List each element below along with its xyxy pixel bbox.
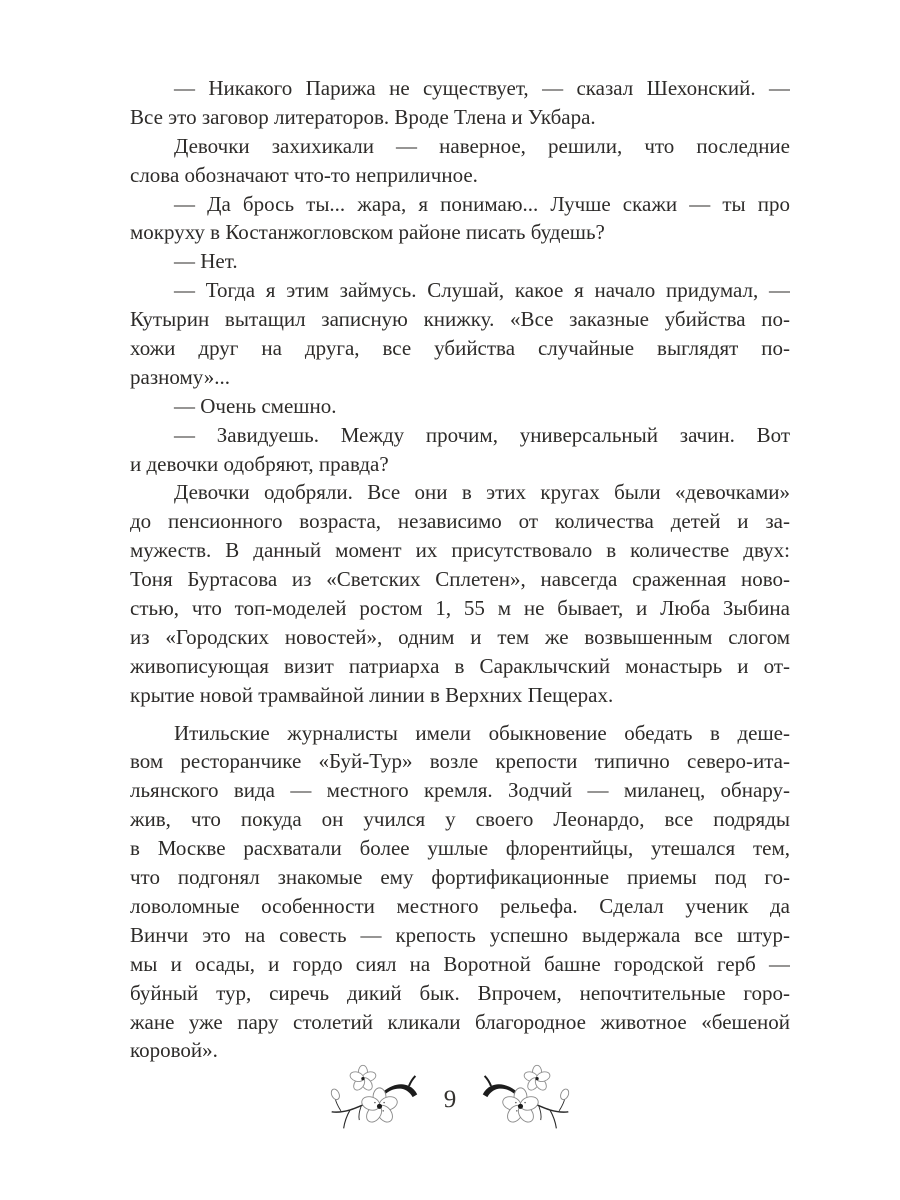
- text-line: живописующая визит патриарха в Сараклычский монастырь и от-: [130, 653, 790, 678]
- text-line: стью, что топ-моделей ростом 1, 55 м не бывает, и Люба Зыбина: [130, 596, 790, 621]
- text-line: что подгонял знакомые ему фортификационные приемы под го-: [130, 865, 790, 890]
- text-line: из «Городских новостей», одним и тем же возвышенным слогом: [130, 624, 790, 649]
- text-line: в Москве расхватали более ушлые флорентийцы, утешался тем,: [130, 836, 790, 861]
- paragraph: [130, 132, 790, 190]
- text-line: мужеств. В данный момент их присутствовало в количестве двух:: [130, 538, 790, 563]
- text-line: — Очень смешно.: [174, 393, 337, 418]
- paragraph: [130, 392, 790, 421]
- text-line: Девочки захихикали — наверное, решили, что последние: [174, 133, 790, 158]
- text-line: и девочки одобряют, правда?: [130, 451, 389, 476]
- text-line: Кутырин вытащил записную книжку. «Все заказные убийства по-: [130, 307, 790, 332]
- text-line: Все это заговор литераторов. Вроде Тлена и Укбара.: [130, 104, 596, 129]
- text-line: жане уже пару столетий кликали благородное животное «бешеной: [130, 1009, 790, 1034]
- text-line: — Тогда я этим займусь. Слушай, какое я начало придумал, —: [174, 278, 790, 303]
- text-line: — Нет.: [174, 249, 238, 274]
- text-line: мокруху в Костанжогловском районе писать будешь?: [130, 220, 605, 245]
- text-line: разному»...: [130, 364, 231, 389]
- paragraph: [130, 478, 790, 709]
- text-line: крытие новой трамвайной линии в Верхних Пещерах.: [130, 682, 614, 707]
- paragraph: [130, 74, 790, 132]
- text-line: буйный тур, сиречь дикий бык. Впрочем, непочтительные горо-: [130, 980, 790, 1005]
- paragraph: [130, 276, 790, 392]
- paragraph: [130, 190, 790, 248]
- text-line: льянского вида — местного кремля. Зодчий — миланец, обнару-: [130, 778, 790, 803]
- text-line: — Завидуешь. Между прочим, универсальный зачин. Вот: [174, 422, 790, 447]
- page-number: 9: [443, 1085, 457, 1113]
- text-line: Девочки одобряли. Все они в этих кругах были «девочками»: [174, 480, 790, 505]
- text-line: Винчи это на совесть — крепость успешно выдержала все штур-: [130, 922, 790, 947]
- text-line: жив, что покуда он учился у своего Леонардо, все подряды: [130, 807, 790, 832]
- floral-branch-ornament-right: [480, 1062, 572, 1134]
- text-line: вом ресторанчике «Буй-Тур» возле крепости типично северо-ита-: [130, 749, 790, 774]
- text-line: Тоня Буртасова из «Светских Сплетен», навсегда сраженная ново-: [130, 567, 790, 592]
- paragraph: [130, 247, 790, 276]
- text-line: Итильские журналисты имели обыкновение обедать в деше-: [174, 720, 790, 745]
- page-footer: [0, 1062, 900, 1134]
- page-text: [130, 74, 790, 1065]
- text-line: слова обозначают что-то неприличное.: [130, 162, 478, 187]
- text-line: — Да брось ты... жара, я понимаю... Лучше скажи — ты про: [174, 191, 790, 216]
- text-line: — Никакого Парижа не существует, — сказал Шехонский. —: [174, 76, 790, 100]
- text-line: ловоломные особенности местного рельефа. Сделал ученик да: [130, 893, 790, 918]
- paragraph: [130, 719, 790, 1066]
- text-line: до пенсионного возраста, независимо от количества детей и за-: [130, 509, 790, 534]
- text-line: коровой».: [130, 1038, 218, 1063]
- text-line: мы и осады, и гордо сиял на Воротной башне городской герб —: [130, 951, 790, 976]
- text-line: хожи друг на друга, все убийства случайные выглядят по-: [130, 336, 790, 361]
- floral-branch-ornament-left: [328, 1062, 420, 1134]
- paragraph: [130, 421, 790, 479]
